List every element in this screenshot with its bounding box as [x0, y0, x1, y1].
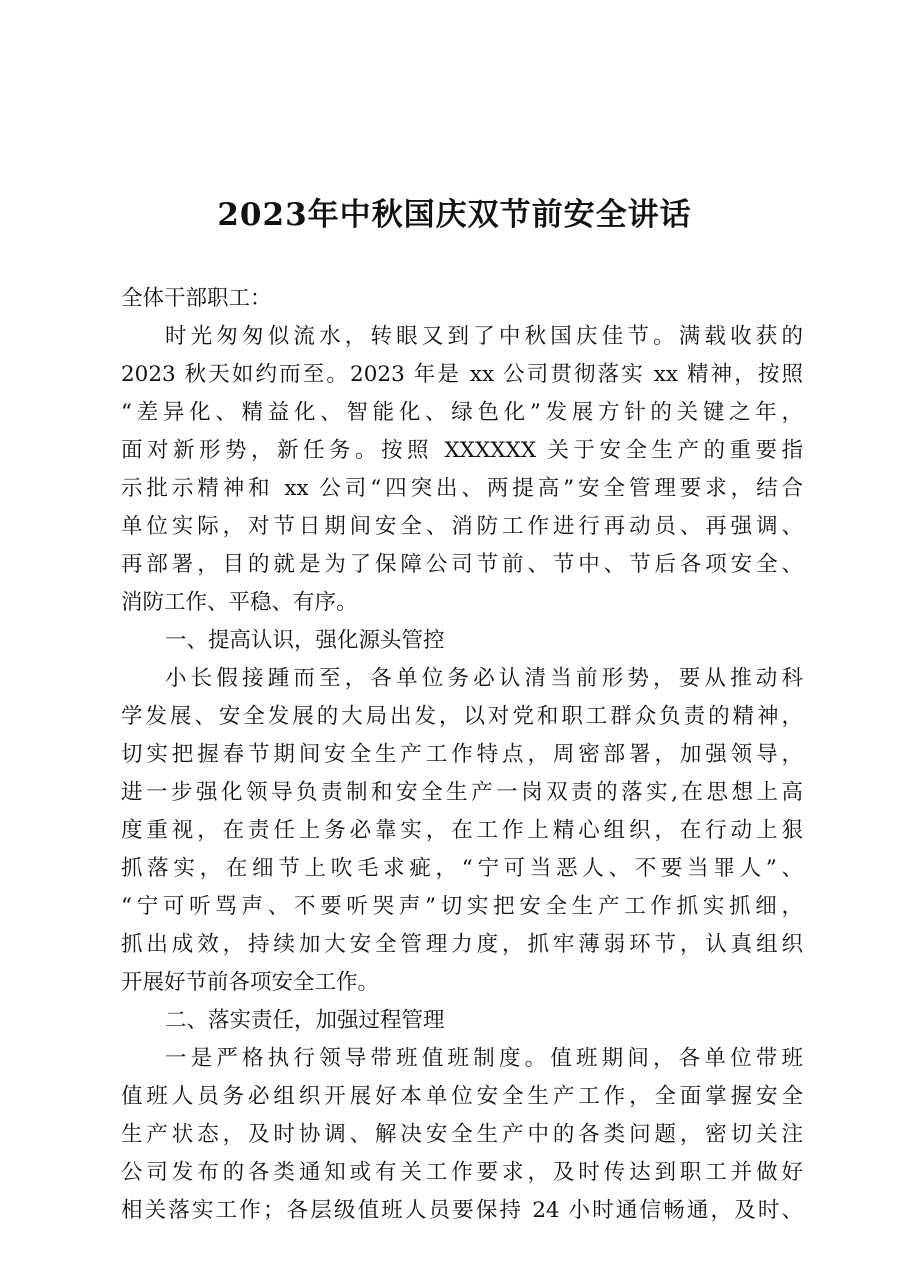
- paragraph-line: 面对新形势，新任务。按照 XXXXXX 关于安全生产的重要指: [121, 438, 803, 463]
- paragraph-line: 示批示精神和 xx 公司“四突出、两提高”安全管理要求，结合: [121, 476, 803, 501]
- paragraph-line: 切实把握春节期间安全生产工作特点，周密部署，加强领导，: [121, 742, 803, 767]
- section-heading: 二、落实责任，加强过程管理: [165, 1008, 445, 1033]
- paragraph-line: 时光匆匆似流水，转眼又到了中秋国庆佳节。满载收获的: [165, 324, 803, 349]
- paragraph-line: 单位实际，对节日期间安全、消防工作进行再动员、再强调、: [121, 514, 803, 539]
- document-body: [121, 280, 803, 1230]
- salutation-line: 全体干部职工：: [121, 286, 272, 311]
- paragraph-line: 一是严格执行领导带班值班制度。值班期间，各单位带班: [165, 1046, 803, 1071]
- paragraph-line: “宁可听骂声、不要听哭声”切实把安全生产工作抓实抓细，: [121, 894, 803, 919]
- paragraph-line: 2023 秋天如约而至。2023 年是 xx 公司贯彻落实 xx 精神，按照: [121, 362, 803, 387]
- paragraph-line: 学发展、安全发展的大局出发，以对党和职工群众负责的精神，: [121, 704, 803, 729]
- paragraph-line: 值班人员务必组织开展好本单位安全生产工作，全面掌握安全: [121, 1084, 803, 1109]
- paragraph-line: 度重视，在责任上务必靠实，在工作上精心组织，在行动上狠: [121, 818, 803, 843]
- paragraph-line: 生产状态，及时协调、解决安全生产中的各类问题，密切关注: [121, 1122, 803, 1147]
- document-title: 2023年中秋国庆双节前安全讲话: [217, 197, 692, 233]
- paragraph-line: 相关落实工作；各层级值班人员要保持 24 小时通信畅通，及时、: [121, 1198, 803, 1223]
- paragraph-line: 再部署，目的就是为了保障公司节前、节中、节后各项安全、: [121, 552, 803, 577]
- paragraph-line: 公司发布的各类通知或有关工作要求，及时传达到职工并做好: [121, 1160, 803, 1185]
- paragraph-line: 小长假接踵而至，各单位务必认清当前形势，要从推动科: [165, 666, 803, 691]
- paragraph-line: 抓出成效，持续加大安全管理力度，抓牢薄弱环节，认真组织: [121, 932, 803, 957]
- paragraph-line: 开展好节前各项安全工作。: [121, 970, 380, 995]
- paragraph-line: 消防工作、平稳、有序。: [121, 590, 358, 615]
- section-heading: 一、提高认识，强化源头管控: [165, 628, 445, 653]
- paragraph-line: 进一步强化领导负责制和安全生产一岗双责的落实,在思想上高: [121, 780, 803, 805]
- paragraph-line: “差异化、精益化、智能化、绿色化”发展方针的关键之年，: [121, 400, 803, 425]
- paragraph-line: 抓落实，在细节上吹毛求疵，“宁可当恶人、不要当罪人”、: [121, 856, 803, 881]
